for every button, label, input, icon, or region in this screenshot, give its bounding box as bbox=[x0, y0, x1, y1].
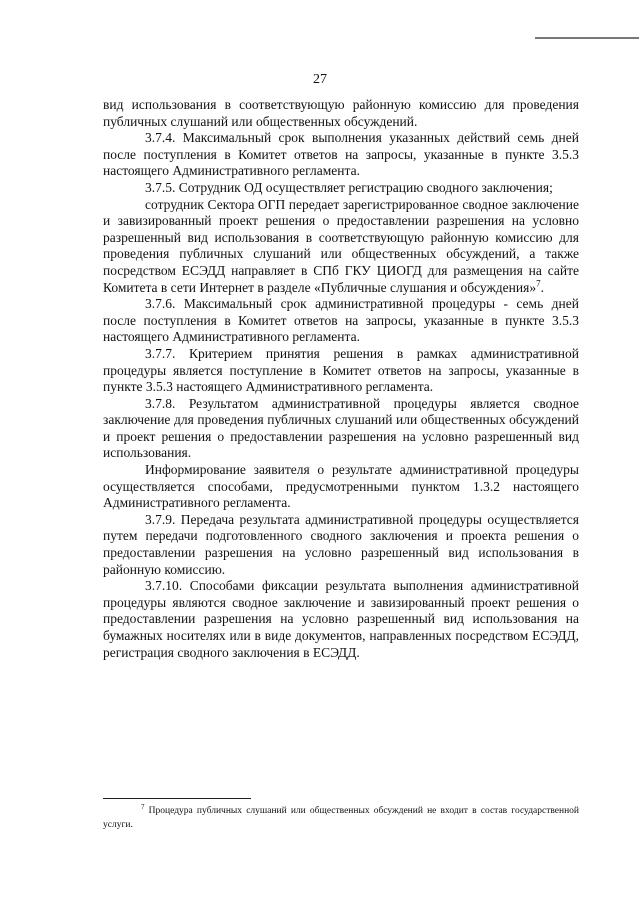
paragraph bbox=[103, 462, 579, 512]
paragraph-text: сотрудник Сектора ОГП передает зарегистрированное сводное заключение и завизированный проект решения о предоставлении разрешения на условно разрешенный вид использования в соответствующую районную комиссию для проведения публичных слушаний или общественных обсуждений, а также посредством ЕСЭДД направляет в СПб ГКУ ЦИОГД для размещения на сайте Комитета в сети Интернет в разделе «Публичные слушания и обсуждения» bbox=[103, 196, 579, 295]
paragraph bbox=[103, 346, 579, 396]
paragraph: сотрудник Сектора ОГП передает зарегистрированное сводное заключение и завизированный проект решения о предоставлении разрешения на условно разрешенный вид использования в соответствующую районную комиссию для проведения публичных слушаний или общественных обсуждений, а также посредством ЕСЭДД направляет в СПб ГКУ ЦИОГД для размещения на сайте Комитета в сети Интернет в разделе «Публичные слушания и обсуждения»$^7$. bbox=[103, 196, 579, 295]
footnote-divider bbox=[103, 798, 251, 799]
paragraph-text: вид использования в соответствующую районную комиссию для проведения публичных слушаний или общественных обсуждений. bbox=[103, 97, 579, 129]
scan-edge-line bbox=[535, 37, 639, 39]
paragraph bbox=[103, 97, 579, 130]
paragraph-text: 3.7.9. Передача результата административной процедуры осуществляется путем передачи подготовленного сводного заключения и проекта решения о предоставлении разрешения на условно разрешенный вид использования в районную комиссию. bbox=[103, 511, 579, 577]
paragraph bbox=[103, 396, 579, 462]
footnote-reference[interactable]: 7 bbox=[536, 278, 541, 289]
paragraph bbox=[103, 512, 579, 578]
paragraph-text: 3.7.4. Максимальный срок выполнения указанных действий семь дней после поступления в Комитет ответов на запросы, указанные в пункте 3.5.3 настоящего Административного регламента. bbox=[103, 130, 579, 179]
paragraph-text: Информирование заявителя о результате административной процедуры осуществляется способами, предусмотренными пунктом 1.3.2 настоящего Административного регламента. bbox=[103, 462, 579, 511]
footnote bbox=[103, 802, 580, 832]
paragraph-text: 3.7.8. Результатом административной процедуры является сводное заключение для проведения публичных слушаний или общественных обсуждений и проект решения о предоставлении разрешения на условно разрешенный вид использования. bbox=[103, 395, 579, 461]
footnote-mark: 7 bbox=[141, 802, 145, 811]
paragraph bbox=[103, 296, 579, 346]
paragraph bbox=[103, 578, 579, 661]
paragraph-text: 3.7.6. Максимальный срок административной процедуры - семь дней после поступления в Комитет ответов на запросы, указанные в пункте 3.5.3 настоящего Административного регламента. bbox=[103, 296, 579, 345]
document-body bbox=[103, 97, 579, 661]
paragraph bbox=[103, 180, 579, 197]
page-number: 27 bbox=[313, 72, 327, 87]
paragraph-text: 3.7.10. Способами фиксации результата выполнения административной процедуры являются сводное заключение и завизированный проект решения о предоставлении разрешения на условно разрешенный вид использования на бумажных носителях или в виде документов, направленных посредством ЕСЭДД, регистрация сводного заключения в ЕСЭДД. bbox=[103, 578, 579, 660]
paragraph-text: 3.7.7. Критерием принятия решения в рамках административной процедуры является поступление в Комитет ответов на запросы, указанные в пункте 3.5.3 настоящего Административного регламента. bbox=[103, 345, 579, 395]
footnote-text: Процедура публичных слушаний или общественных обсуждений не входит в состав государственной услуги. bbox=[103, 806, 580, 830]
paragraph-text: 3.7.5. Сотрудник ОД осуществляет регистрацию сводного заключения; bbox=[145, 179, 553, 195]
paragraph bbox=[103, 130, 579, 180]
